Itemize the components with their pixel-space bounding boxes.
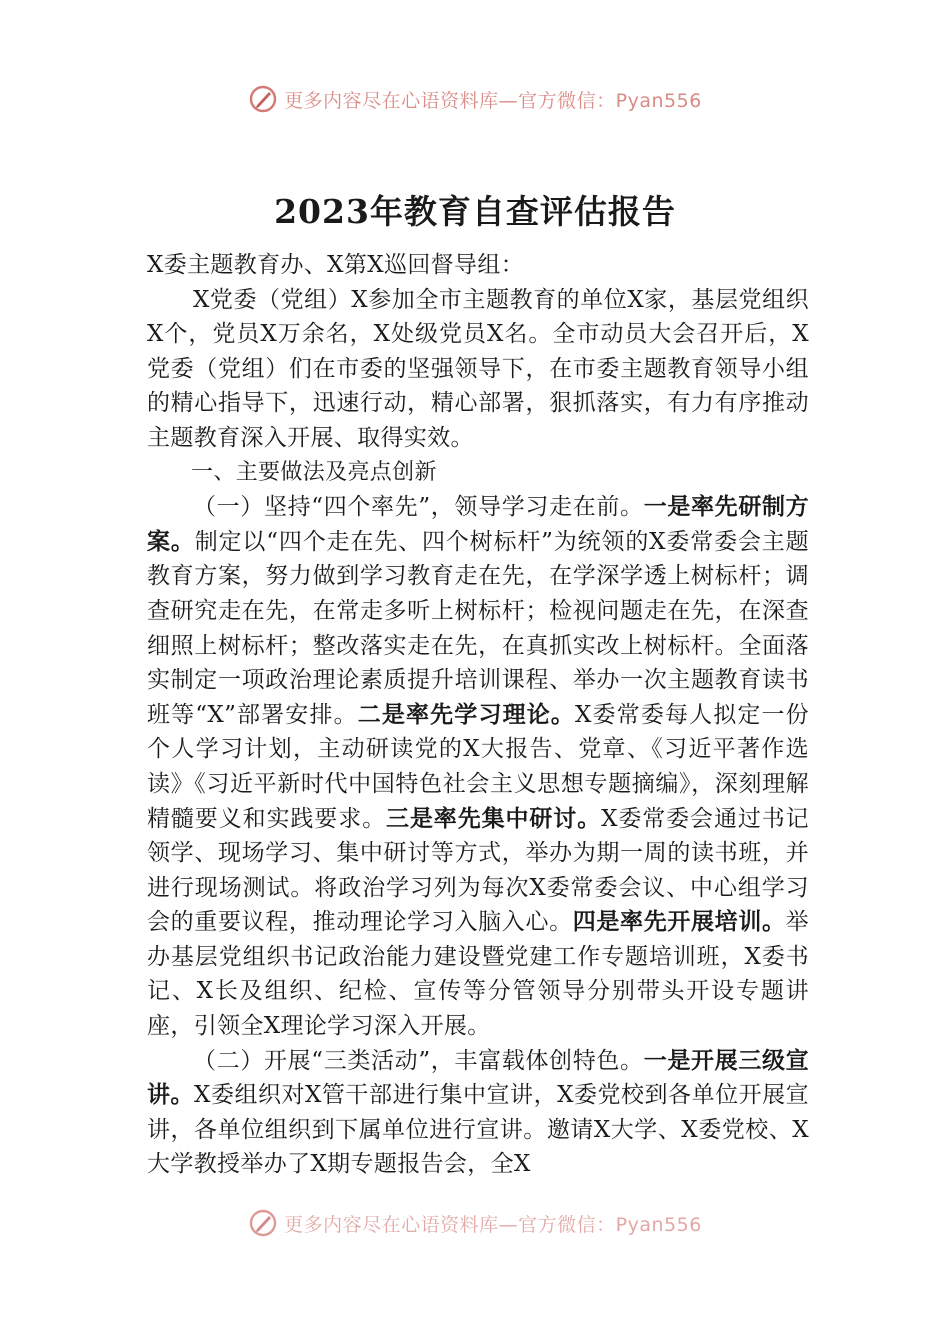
subsection-lead: （一）坚持“四个率先”，领导学习走在前。 [193, 494, 644, 521]
point-text: X委常委会通过书记领学、现场学习、集中研讨等方式，举办为期一周的读书班，并进行现场测试。将政治学习列为每次X委常委会议、中心组学习会的重要议程，推动理论学习入脑入心。 [147, 805, 809, 936]
watermark-bottom [0, 1208, 950, 1238]
point-heading: 一是率先研制方案。 [147, 493, 809, 555]
document-body [147, 248, 809, 1208]
pen-logo-icon [248, 84, 278, 114]
salutation: X委主题教育办、X第X巡回督导组： [147, 252, 525, 278]
point-text: X委常委每人拟定一份个人学习计划，主动研读党的X大报告、党章、《习近平著作选读》《习近平新时代中国特色社会主义思想专题摘编》，深刻理解精髓要义和实践要求。 [147, 701, 809, 832]
point-text: 举办基层党组织书记政治能力建设暨党建工作专题培训班，X委书记、X长及组织、纪检、宣传等分管领导分别带头开设专题讲座，引领全X理论学习深入开展。 [147, 909, 809, 1040]
point-heading: 三是率先集中研讨。 [386, 804, 602, 832]
subsection-lead: （二）开展“三类活动”，丰富载体创特色。 [193, 1047, 644, 1074]
pen-logo-icon [248, 1208, 278, 1238]
section-heading: 一、主要做法及亮点创新 [191, 459, 437, 485]
paragraph-four-firsts [147, 490, 809, 1044]
point-heading: 四是率先开展培训。 [572, 908, 786, 936]
point-text: X委组织对X管干部进行集中宣讲，X委党校到各单位开展宣讲，各单位组织到下属单位进行宣讲。邀请X大学、X委党校、X大学教授举办了X期专题报告会，全X [147, 1082, 809, 1178]
watermark-text: 更多内容尽在心语资料库—官方微信：Pyan556 [284, 1213, 702, 1236]
point-text: 制定以“四个走在先、四个树标杆”为统领的X委常委会主题教育方案，努力做到学习教育走在先，在学深学透上树标杆；调查研究走在先，在常走多听上树标杆；检视问题走在先，在深查细照上树标杆；整改落实走在先，在真抓实改上树标杆。全面落实制定一项政治理论素质提升培训课程、举办一次主题教育读书班等“X”部署安排。 [147, 528, 809, 728]
page-title: 2023年教育自查评估报告 [274, 192, 676, 231]
point-heading: 二是率先学习理论。 [357, 700, 576, 728]
point-heading: 一是开展三级宣讲。 [147, 1046, 809, 1109]
watermark-top [0, 84, 950, 114]
intro-paragraph: X党委（党组）X参加全市主题教育的单位X家，基层党组织X个，党员X万余名，X处级党员X名。全市动员大会召开后，X党委（党组）们在市委的坚强领导下，在市委主题教育领导小组的精心指导下，迅速行动，精心部署，狠抓落实，有力有序推动主题教育深入开展、取得实效。 [147, 286, 809, 451]
paragraph-three-activities [147, 1044, 809, 1182]
watermark-text: 更多内容尽在心语资料库—官方微信：Pyan556 [284, 89, 702, 112]
